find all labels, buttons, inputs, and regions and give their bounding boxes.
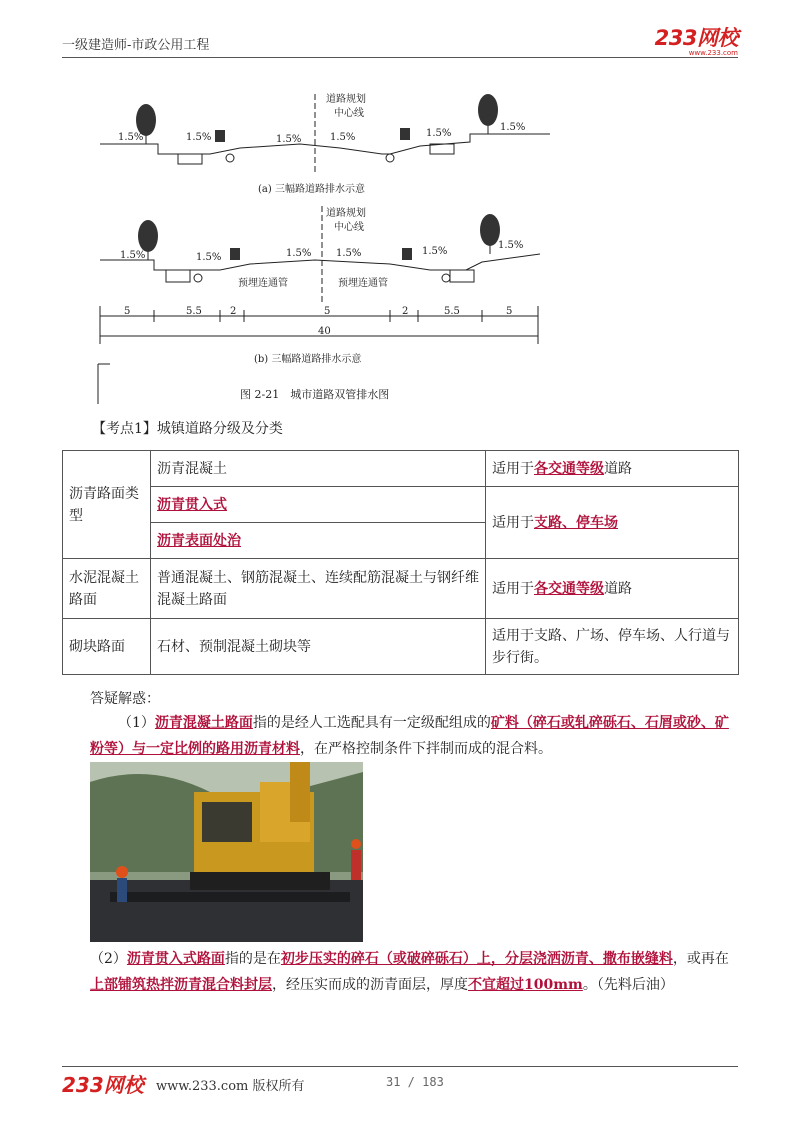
caption-a: (a) 三幅路道路排水示意 [258, 184, 365, 195]
table-cell [63, 559, 151, 619]
pipe-label: 预埋连通管 [238, 278, 288, 289]
table-cell [486, 619, 739, 675]
planning-centerline-label: 中心线 [334, 108, 364, 119]
slope-label: 1.5% [196, 252, 222, 263]
slope-label: 1.5% [120, 250, 146, 261]
para-text: 指的是在 [224, 951, 281, 967]
highlight-text: 各交通等级 [534, 580, 604, 597]
page-number: 31 / 183 [386, 1075, 444, 1089]
highlight-text: 不宜超过100mm [468, 977, 583, 993]
para-text: ，经压实而成的沥青面层，厚度 [272, 977, 468, 993]
cell-text: 水泥混凝土路面 [69, 569, 139, 608]
para-number: （2） [90, 951, 127, 967]
highlight-text: 沥青贯入式路面 [126, 951, 225, 967]
slope-label: 1.5% [330, 132, 356, 143]
page-footer [62, 1066, 738, 1097]
dimension-label: 2 [402, 306, 409, 317]
total-width-label: 40 [318, 326, 331, 337]
table-row [63, 619, 739, 675]
highlight-text: 沥青混凝土路面 [154, 715, 253, 731]
highlight-text: 上部铺筑热拌沥青混合料封层 [90, 977, 272, 993]
paragraph-1 [90, 710, 740, 762]
qa-title: 答疑解惑： [90, 691, 160, 707]
dimension-label: 2 [230, 306, 237, 317]
cell-text: 沥青混凝土 [157, 460, 227, 477]
highlight-text: 各交通等级 [534, 460, 604, 477]
pipe-label: 预埋连通管 [338, 278, 388, 289]
figure-caption: 图 2-21 城市道路双管排水图 [240, 388, 390, 401]
slope-label: 1.5% [500, 122, 526, 133]
dimension-label: 5.5 [186, 306, 202, 317]
cell-text: 适用于 [492, 460, 534, 477]
slope-label: 1.5% [336, 248, 362, 259]
table-cell [151, 559, 486, 619]
cell-text: 沥青路面类型 [69, 485, 139, 524]
road-classification-table [62, 450, 739, 675]
planning-centerline-label: 道路规划 [326, 208, 366, 219]
slope-label: 1.5% [118, 132, 144, 143]
dimension-label: 5 [506, 306, 513, 317]
table-row [63, 487, 739, 523]
table-cell [151, 451, 486, 487]
highlight-text: 沥青贯入式 [157, 496, 227, 513]
cell-text: 道路 [604, 580, 632, 597]
diagram-b [98, 206, 540, 404]
table-cell [486, 451, 739, 487]
table-cell [151, 523, 486, 559]
table-row [63, 559, 739, 619]
table-row [63, 451, 739, 487]
caption-b: (b) 三幅路道路排水示意 [254, 354, 362, 365]
highlight-text: 支路、停车场 [534, 514, 618, 531]
brand-logo[interactable] [655, 22, 738, 57]
table-cell [486, 559, 739, 619]
cell-text: 砌块路面 [69, 638, 125, 655]
footer-logo[interactable]: 233网校 [62, 1073, 144, 1097]
table-cell [151, 619, 486, 675]
logo-url: www.233.com [688, 49, 738, 57]
asphalt-paver-photo [90, 762, 363, 942]
slope-label: 1.5% [426, 128, 452, 139]
road-drainage-figure [90, 74, 560, 410]
slope-label: 1.5% [186, 132, 212, 143]
slope-label: 1.5% [422, 246, 448, 257]
cell-text: 普通混凝土、钢筋混凝土、连续配筋混凝土与钢纤维混凝土路面 [157, 569, 479, 608]
footer-copyright: www.233.com 版权所有 [156, 1079, 305, 1094]
dimension-label: 5 [324, 306, 331, 317]
planning-centerline-label: 中心线 [334, 222, 364, 233]
para-text: 指的是经人工选配具有一定级配组成的 [252, 715, 491, 731]
para-text: ，在严格控制条件下拌制而成的混合料。 [300, 741, 552, 757]
page-header [62, 22, 738, 58]
slope-label: 1.5% [286, 248, 312, 259]
dimension-label: 5.5 [444, 306, 460, 317]
cell-text: 适用于 [492, 580, 534, 597]
table-cell [151, 487, 486, 523]
drainage-diagram [90, 74, 560, 410]
header-title: 一级建造师-市政公用工程 [62, 38, 210, 53]
logo-text: 233网校 [654, 26, 738, 50]
paragraph-2 [90, 946, 740, 998]
cell-text: 道路 [604, 460, 632, 477]
cell-text: 石材、预制混凝土砌块等 [157, 638, 311, 655]
slope-label: 1.5% [498, 240, 524, 251]
highlight-text: 初步压实的碎石（或破碎砾石）上，分层浇洒沥青、撒布嵌缝料 [280, 951, 673, 967]
highlight-text: 矿料（碎石或轧碎砾石、石屑或砂、矿粉等）与一定比例的路用沥青材料 [90, 715, 729, 757]
table-cell [63, 451, 151, 559]
highlight-text: 沥青表面处治 [157, 532, 241, 549]
para-number: （1） [118, 715, 155, 731]
cell-text: 适用于 [492, 514, 534, 531]
para-text: 。（先料后油） [582, 977, 674, 993]
paver-image [90, 762, 363, 942]
table-cell [486, 487, 739, 559]
table-cell [63, 619, 151, 675]
section-title: 【考点1】城镇道路分级及分类 [92, 421, 283, 437]
slope-label: 1.5% [276, 134, 302, 145]
cell-text: 适用于支路、广场、停车场、人行道与步行街。 [492, 627, 730, 666]
dimension-label: 5 [124, 306, 131, 317]
planning-centerline-label: 道路规划 [326, 94, 366, 105]
para-text: ，或再在 [672, 951, 729, 967]
